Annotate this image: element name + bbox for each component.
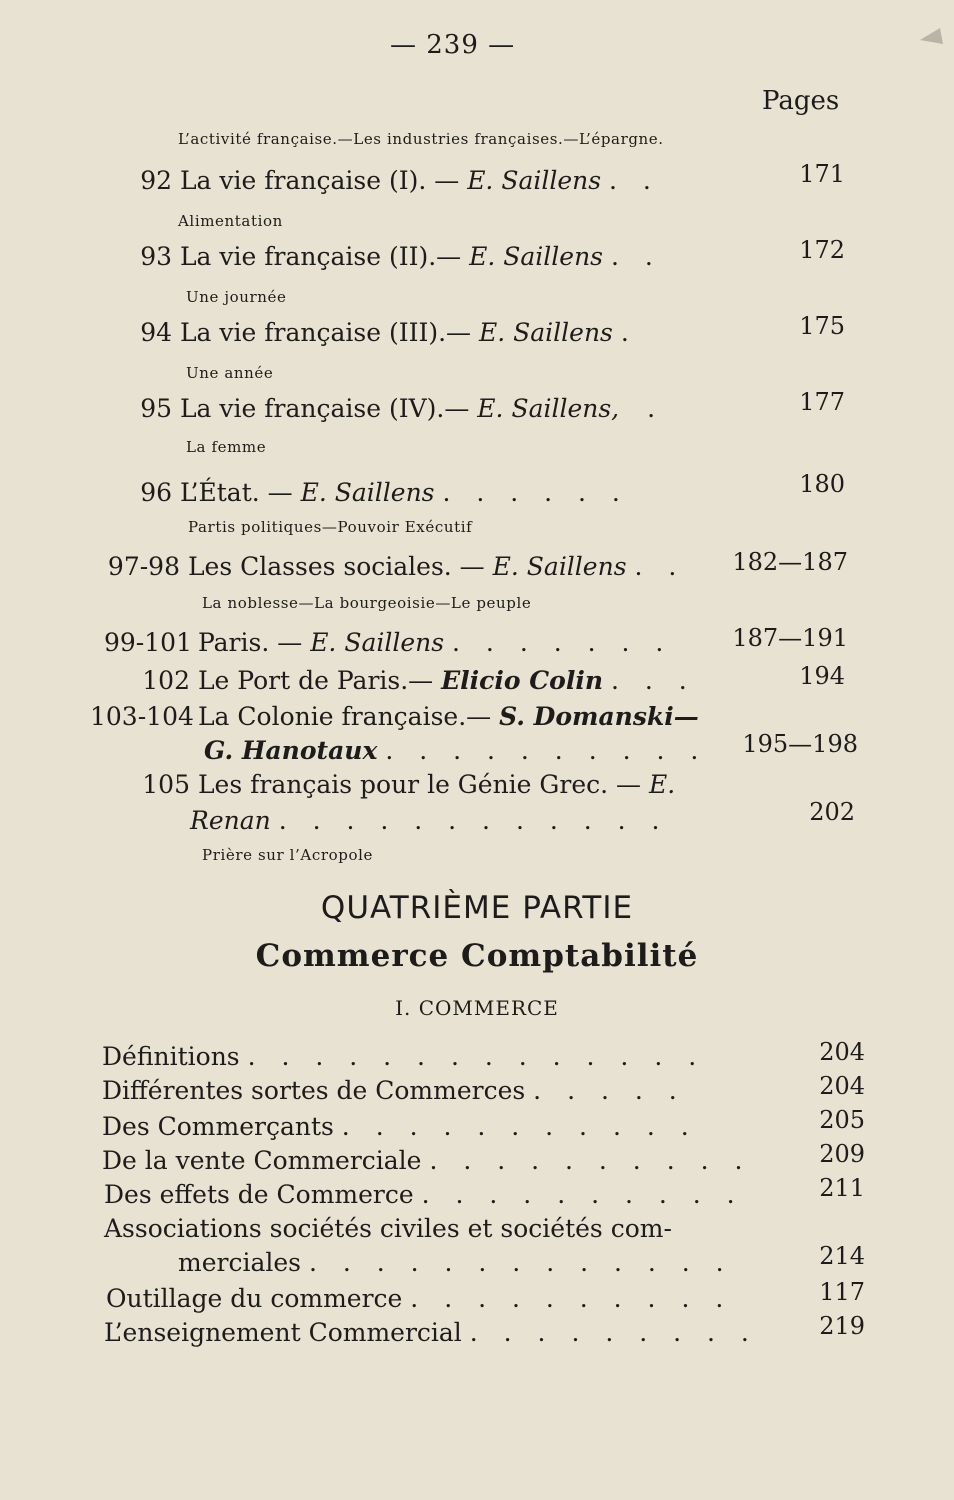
item-page: 204 <box>819 1072 865 1100</box>
entry-author: S. Domanski— <box>499 702 699 731</box>
leader-dots: . <box>620 318 638 347</box>
item-page: 219 <box>819 1312 865 1340</box>
entry-author: G. Hanotaux <box>204 736 378 765</box>
entry-title: La vie française (I). — <box>179 166 468 195</box>
entry-page: 180 <box>799 470 845 498</box>
toc-entry <box>90 702 699 731</box>
leader-dots: . . <box>634 552 686 581</box>
entry-author: E. Saillens <box>492 552 627 581</box>
item-label: Outillage du commerce <box>106 1284 403 1313</box>
leader-dots: . . . . . . . . . . . . . <box>308 1248 733 1277</box>
entry-page: 187—191 <box>732 624 848 652</box>
commerce-item-continuation <box>178 1248 733 1277</box>
commerce-item <box>102 1146 751 1175</box>
entry-author: E. Saillens <box>300 478 435 507</box>
item-label: Définitions <box>102 1042 240 1071</box>
leader-dots: . . . . . . . . . . <box>385 736 708 765</box>
toc-entry <box>104 628 672 657</box>
leader-dots: . . . . . . . <box>452 628 673 657</box>
commerce-item <box>102 1076 686 1105</box>
entry-subtitle: Une journée <box>186 288 287 306</box>
item-page: 209 <box>819 1140 865 1168</box>
entry-page: 182—187 <box>732 548 848 576</box>
entry-page: 171 <box>799 160 845 188</box>
entry-author: E. Saillens <box>310 628 445 657</box>
item-label: Différentes sortes de Commerces <box>102 1076 526 1105</box>
toc-entry <box>132 318 638 347</box>
item-page: 214 <box>819 1242 865 1270</box>
section-subtitle: Commerce Comptabilité <box>255 938 699 974</box>
entry-number: 99-101 <box>104 628 192 657</box>
page-corner-mark <box>916 18 946 48</box>
chapter-heading: I. COMMERCE <box>395 996 559 1020</box>
leader-dots: . . . . . . . . . <box>469 1318 758 1347</box>
entry-author: Elicio Colin <box>441 666 604 695</box>
entry-author: E. Saillens <box>469 242 603 271</box>
item-page: 205 <box>819 1106 865 1134</box>
leader-dots: . . . . . <box>533 1076 686 1105</box>
entry-title: La vie française (III).— <box>179 318 479 347</box>
entry-author: E. <box>648 770 676 799</box>
entry-page: 202 <box>809 798 855 826</box>
leader-dots: . . <box>610 242 662 271</box>
pages-column-header: Pages <box>762 86 840 116</box>
leader-dots: . . . . . . <box>442 478 629 507</box>
entry-subtitle: La femme <box>186 438 267 456</box>
entry-title: Paris. — <box>197 628 311 657</box>
leader-dots: . . . . . . . . . . . <box>341 1112 698 1141</box>
commerce-item <box>102 1042 705 1071</box>
entry-title: La vie française (IV).— <box>179 394 470 423</box>
toc-entry-continuation <box>190 806 668 835</box>
entry-page: 194 <box>799 662 845 690</box>
entry-number: 105 <box>142 770 190 799</box>
leader-dots: . . . . . . . . . . . . . . <box>247 1042 706 1071</box>
leader-dots: . . <box>609 166 660 195</box>
toc-entry-continuation <box>204 736 707 765</box>
entry-page: 195—198 <box>742 730 858 758</box>
entry-number: 97-98 <box>107 552 180 581</box>
entry-author: E. Saillens <box>478 318 613 347</box>
entry-author: Renan <box>190 806 271 835</box>
leader-dots: . <box>647 394 665 423</box>
leader-dots: . . . . . . . . . . <box>421 1180 744 1209</box>
leader-dots: . . . . . . . . . . <box>429 1146 752 1175</box>
entry-number: 103-104 <box>90 702 194 731</box>
toc-entry <box>104 666 696 695</box>
item-label: Associations sociétés civiles et sociétés com- <box>104 1214 672 1243</box>
toc-entry <box>132 478 629 507</box>
leader-dots: . . . <box>610 666 696 695</box>
commerce-item <box>104 1318 758 1347</box>
item-page: 211 <box>819 1174 865 1202</box>
toc-entry <box>132 242 662 271</box>
commerce-item <box>106 1284 732 1313</box>
entry-title: Les français pour le Génie Grec. — <box>197 770 649 799</box>
entry-subtitle: Une année <box>186 364 274 382</box>
entry-author: E. Saillens, <box>477 394 620 423</box>
entry-page: 175 <box>799 312 845 340</box>
toc-entry <box>132 166 660 195</box>
item-page: 204 <box>819 1038 865 1066</box>
item-label: De la vente Commerciale <box>102 1146 422 1175</box>
entry-title: Le Port de Paris.— <box>197 666 434 695</box>
entry-number: 92 <box>140 166 172 195</box>
entry-number: 93 <box>140 242 172 271</box>
entry-subtitle: Prière sur l’Acropole <box>202 846 373 864</box>
entry-title: La vie française (II).— <box>179 242 470 271</box>
item-label: Des Commerçants <box>102 1112 334 1141</box>
page-number: — 239 — <box>390 30 516 60</box>
entry-number: 95 <box>140 394 172 423</box>
entry-subtitle: La noblesse—La bourgeoisie—Le peuple <box>202 594 532 612</box>
entry-number: 94 <box>140 318 172 347</box>
entry-title: La Colonie française.— <box>197 702 492 731</box>
item-label: L’enseignement Commercial <box>104 1318 462 1347</box>
commerce-item <box>104 1214 672 1243</box>
item-label: merciales <box>178 1248 301 1277</box>
section-title: QUATRIÈME PARTIE <box>320 890 634 926</box>
toc-entry <box>132 394 664 423</box>
entry-number: 96 <box>140 478 172 507</box>
toc-entry <box>104 552 685 581</box>
entry-number: 102 <box>142 666 190 695</box>
entry-author: E. Saillens <box>467 166 602 195</box>
leader-dots: . . . . . . . . . . . . <box>278 806 669 835</box>
entry-title: Les Classes sociales. — <box>187 552 493 581</box>
item-page: 117 <box>819 1278 865 1306</box>
item-label: Des effets de Commerce <box>104 1180 414 1209</box>
entry-page: 177 <box>799 388 845 416</box>
entry-title: L’État. — <box>179 478 301 507</box>
toc-entry <box>104 770 675 799</box>
commerce-item <box>104 1180 744 1209</box>
leader-dots: . . . . . . . . . . <box>410 1284 733 1313</box>
intro-subtitle: L’activité française.—Les industries françaises.—L’épargne. <box>178 130 664 148</box>
commerce-item <box>102 1112 698 1141</box>
entry-subtitle: Alimentation <box>178 212 283 230</box>
entry-page: 172 <box>799 236 845 264</box>
entry-subtitle: Partis politiques—Pouvoir Exécutif <box>188 518 473 536</box>
